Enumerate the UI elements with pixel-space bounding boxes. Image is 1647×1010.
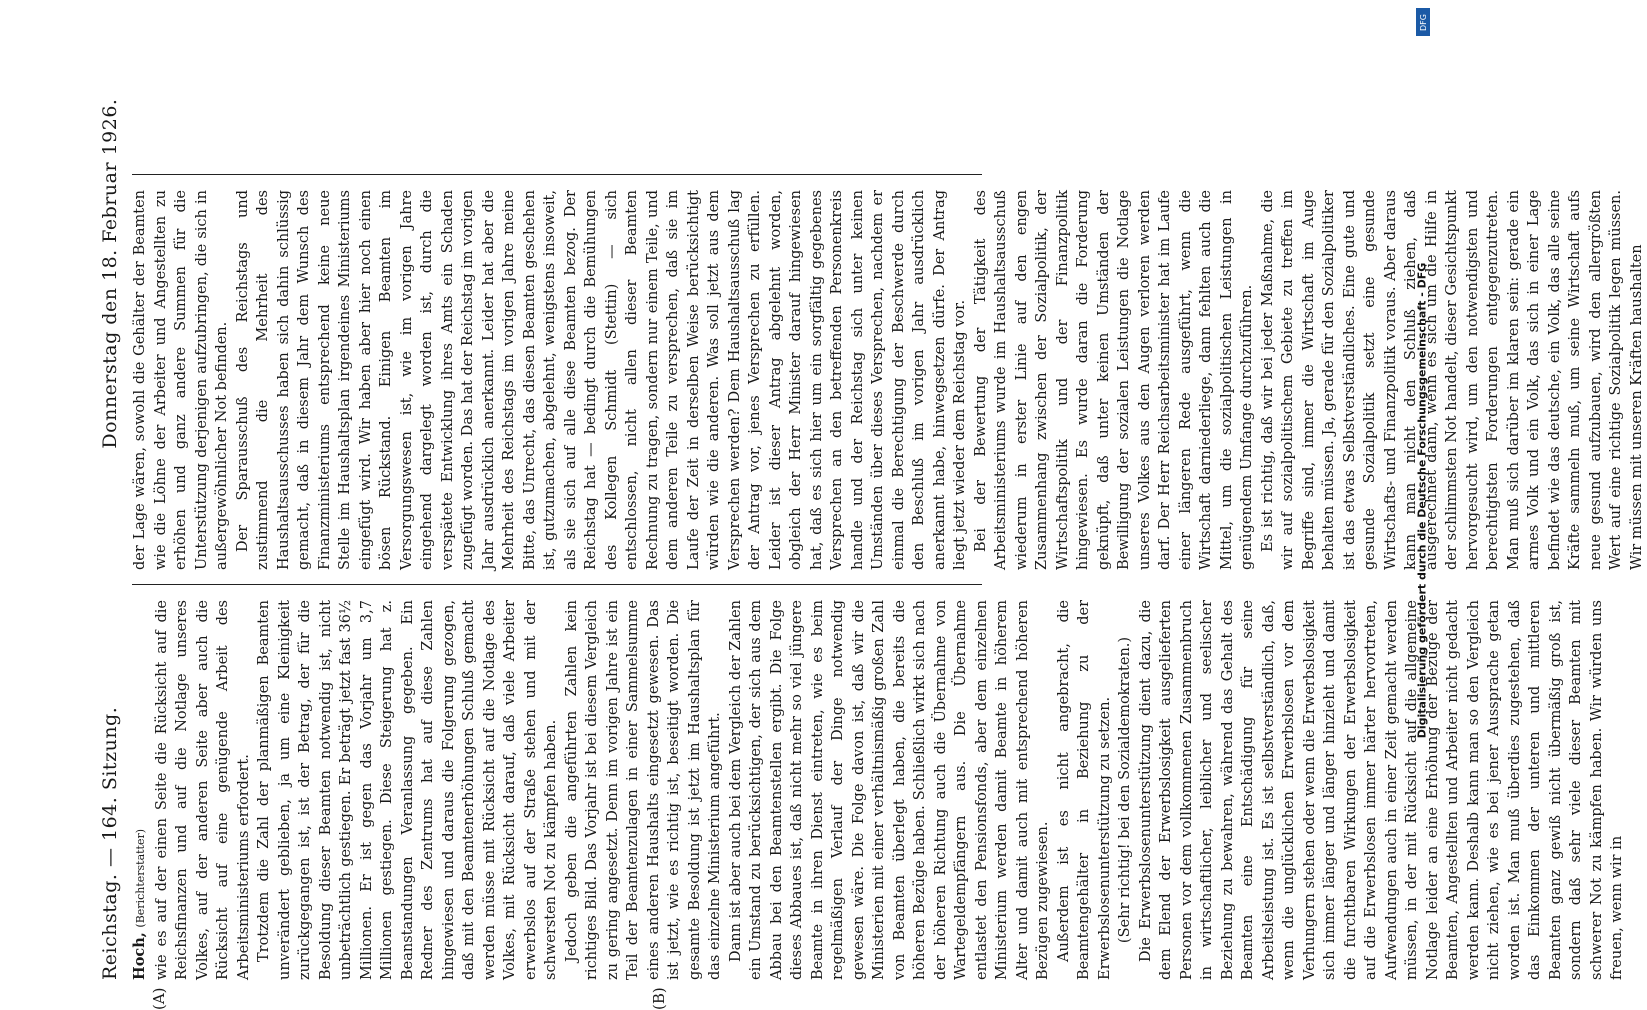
digitization-credit: Digitalisierung gefördert durch die Deutsche Forschungsgemeinschaft - DFG (1413, 8, 1431, 992)
paragraph: der Lage wären, sowohl die Gehälter der Beamten wie die Löhne der Arbeiter und Angestellten zu erhöhen und ganz andere Summen für die Unterstützung derjenigen aufzubringen, die sich in außergewöhnlicher Not befinden. (130, 190, 233, 570)
header-left: Reichstag. — 164. Sitzung. (99, 707, 121, 980)
margin-marker-b: (B) (650, 987, 668, 1010)
newspaper-page (90, 90, 1330, 1010)
paragraph: Trotzdem die Zahl der planmäßigen Beamten unverändert geblieben, ja um eine Kleinigkeit zurückgegangen ist, ist der Betrag, der für die Besoldung dieser Beamten notwendig ist, nicht unbeträchtlich gestiegen. Er beträgt jetzt fast 36½ Millionen. Er ist gegen das Vorjahr um 3,7 Millionen gestiegen. Diese Steigerung hat z. Beanstandungen Veranlassung gegeben. Ein Redner des Zentrums hat auf diese Zahlen hingewiesen und daraus die Folgerung gezogen, daß mit den Beamtenerhöhungen Schluß gemacht werden müsse mit Rücksicht auf die Notlage des Volkes, mit Rücksicht darauf, daß viele Arbeiter erwerbslos auf der Straße stehen und mit der schwersten Not zu kämpfen haben. (254, 600, 562, 980)
paragraph: Es ist richtig, daß wir bei jeder Maßnahme, die wir auf sozialpolitischem Gebiete zu treffen im Begriffe sind, immer die Wirtschaft im Auge behalten müssen. Ja, gerade für den Sozialpolitiker ist das etwas Selbstverständliches. Eine gute und gesunde Sozialpolitik setzt eine gesunde Wirtschafts- und Finanzpolitik voraus. Aber daraus kann man nicht den Schluß ziehen, daß ausgerechnet dann, wenn es sich um die Hilfe in der schlimmsten Not handelt, dieser Gesichtspunkt hervorgesucht wird, um den notwendigsten und berechtigtsten Forderungen entgegenzutreten. Man muß sich darüber im klaren sein: gerade ein armes Volk und ein Volk, das sich in einer Lage befindet wie das deutsche, ein Volk, das alle seine Kräfte sammeln muß, um seine Wirtschaft aufs neue gesund aufzubauen, wird den allergrößten Wert auf eine richtige Sozialpolitik legen müssen. Wir müssen mit unseren Kräften haushalten (1258, 190, 1647, 570)
interjection: (Sehr richtig! bei den Sozialdemokraten.) (1115, 600, 1136, 980)
column-divider (132, 584, 982, 585)
paragraph: Der Sparausschuß des Reichstags und zustimmend die Mehrheit des Haushaltsausschusses haben sich dahin schlüssig gemacht, daß in diesem Jahr dem Wunsch des Finanzministeriums entsprechend keine neue Stelle im Haushaltsplan irgendeines Ministeriums eingefügt wird. Wir haben aber hier noch einen bösen Rückstand. Einigen Beamten im Versorgungswesen ist, wie im vorigen Jahre eingehend dargelegt worden ist, durch die verspätete Entwicklung ihres Amts ein Schaden zugefügt worden. Das hat der Reichstag im vorigen Jahr ausdrücklich anerkannt. Leider hat aber die Mehrheit des Reichstags im vorigen Jahre meine Bitte, das Unrecht, das diesen Beamten geschehen ist, gutzumachen, abgelehnt, wenigstens insoweit, als sie sich auf alle diese Beamten bezog. Der Reichstag hat — bedingt durch die Bemühungen des Kollegen Schmidt (Stettin) — sich entschlossen, nicht allen dieser Beamten Rechnung zu tragen, sondern nur einem Teile, und dem anderen Teile zu versprechen, daß sie im Laufe der Zeit in derselben Weise berücksichtigt würden wie die anderen. Was soll jetzt aus dem Versprechen werden? Dem Haushaltsausschuß lag der Antrag vor, jenes Versprechen zu erfüllen. Leider ist dieser Antrag abgelehnt worden, obgleich der Herr Minister darauf hingewiesen hat, daß es sich hier um ein sorgfältig gegebenes Versprechen an den betreffenden Personenkreis handle und der Reichstag sich unter keinen Umständen über dieses Versprechen, nachdem er einmal die Berechtigung der Beschwerde durch den Beschluß im vorigen Jahr ausdrücklich anerkannt habe, hinwegsetzen dürfe. Der Antrag liegt jetzt wieder dem Reichstag vor. (233, 190, 971, 570)
header-date: Donnerstag den 18. Februar 1926. (99, 99, 121, 449)
speaker-role: Berichterstatter (134, 833, 147, 923)
page-header (90, 0, 130, 1010)
paragraph: Hoch, (Berichterstatter) (130, 600, 152, 980)
paragraph: wie es auf der einen Seite die Rücksicht auf die Reichsfinanzen und auf die Notlage unseres Volkes, auf der anderen Seite aber auch die Rücksicht auf eine genügende Arbeit des Arbeitsministeriums erfordert. (152, 600, 255, 980)
speaker-name: Hoch, (131, 932, 148, 980)
paragraph: Jedoch geben die angeführten Zahlen kein richtiges Bild. Das Vorjahr ist bei diesem Vergleich zu gering angesetzt. Denn im vorigen Jahre ist ein Teil der Beamtenzulagen in einer Sammelsumme eines anderen Haushalts eingesetzt gewesen. Das ist jetzt, wie es richtig ist, beseitigt worden. Die gesamte Besoldung ist jetzt im Haushaltsplan für das einzelne Ministerium angeführt. (562, 600, 726, 980)
margin-marker-a: (A) (150, 987, 168, 1010)
text-column-right (130, 190, 990, 570)
paragraph: Dann ist aber auch bei dem Vergleich der Zahlen ein Umstand zu berücksichtigen, der sich aus dem Abbau bei den Beamtenstellen ergibt. Die Folge dieses Abbaues ist, daß nicht mehr so viel jüngere Beamte in ihren Dienst eintreten, wie es beim regelmäßigen Verlauf der Dinge notwendig gewesen wäre. Die Folge davon ist, daß wir die Ministerien mit einer verhältnismäßig großen Zahl von Beamten überlegt haben, die bereits die höheren Bezüge haben. Schließlich wirkt sich nach der höheren Richtung auch die Übernahme von Wartegeldempfängern aus. Die Übernahme entlastet den Pensionsfonds, aber dem einzelnen Ministerium werden damit Beamte in höherem Alter und damit auch mit entsprechend höheren Bezügen zugewiesen. (726, 600, 1054, 980)
text-column-left (130, 600, 990, 980)
column-divider (132, 174, 982, 175)
dfg-logo: DFG (1416, 8, 1430, 36)
paragraph: Außerdem ist es nicht angebracht, die Beamtengehälter in Beziehung zu der Erwerbslosenunterstützung zu setzen. (1054, 600, 1116, 980)
paragraph: Die Erwerbslosenunterstützung dient dazu, die dem Elend der Erwerbslosigkeit ausgelieferten Personen vor dem vollkommenen Zusammenbruch in wirtschaftlicher, leiblicher und seelischer Beziehung zu bewahren, während das Gehalt des Beamten eine Entschädigung für seine Arbeitsleistung ist. Es ist selbstverständlich, daß, wenn die unglücklichen Erwerbslosen vor dem Verhungern stehen oder wenn die Erwerbslosigkeit sich immer länger und länger hinzieht und damit die furchtbaren Wirkungen der Erwerbslosigkeit auf die Erwerbslosen immer härter hervortreten, Aufwendungen auch in einer Zeit gemacht werden müssen, in der mit Rücksicht auf die allgemeine Notlage leider an eine Erhöhung der Bezüge der Beamten, Angestellten und Arbeiter nicht gedacht werden kann. Deshalb kann man so den Vergleich nicht ziehen, wie es bei jener Aussprache getan worden ist. Man muß überdies zugestehen, daß das Einkommen der unteren und mittleren Beamten ganz gewiß nicht übermäßig groß ist, sondern daß sehr viele dieser Beamten mit schwerer Not zu kämpfen haben. Wir würden uns freuen, wenn wir in (1136, 600, 1628, 980)
paragraph: Bei der Bewertung der Tätigkeit des Arbeitsministeriums wurde im Haushaltsausschuß wiederum in erster Linie auf den engen Zusammenhang zwischen der Sozialpolitik, der Wirtschaftspolitik und der Finanzpolitik hingewiesen. Es wurde daran die Forderung geknüpft, daß unter keinen Umständen der Bewilligung der sozialen Leistungen die Notlage unseres Volkes aus den Augen verloren werden darf. Der Herr Reichsarbeitsminister hat im Laufe einer längeren Rede ausgeführt, wenn die Wirtschaft darniederliege, dann fehlten auch die Mittel, um die sozialpolitischen Leistungen in genügendem Umfange durchzuführen. (971, 190, 1258, 570)
